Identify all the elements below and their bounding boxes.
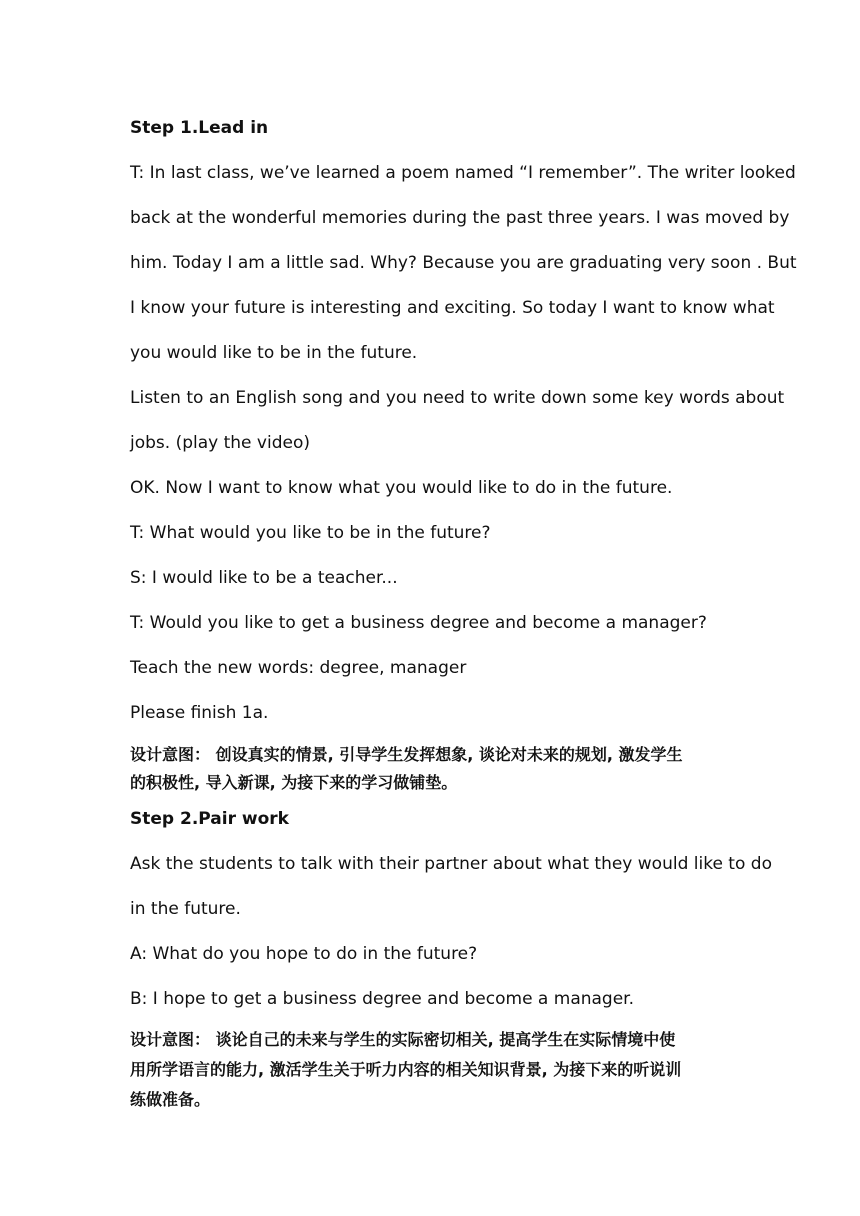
step1-design-intent-line1: 设计意图： 创设真实的情景, 引导学生发挥想象, 谈论对未来的规划, 激发学生 <box>130 745 683 764</box>
step1-line-student-answer: S: I would like to be a teacher... <box>130 568 398 588</box>
step2-design-intent-line2: 用所学语言的能力, 激活学生关于听力内容的相关知识背景, 为接下来的听说训 <box>130 1060 682 1079</box>
step2-line-b: B: I hope to get a business degree and become a manager. <box>130 989 635 1009</box>
step1-heading: Step 1.Lead in <box>130 118 269 138</box>
step1-line-teacher-followup: T: Would you like to get a business degree and become a manager? <box>130 613 707 633</box>
step1-line-finish-1a: Please finish 1a. <box>130 703 269 723</box>
step2-heading: Step 2.Pair work <box>130 809 289 829</box>
step1-para1-line3: him. Today I am a little sad. Why? Because you are graduating very soon . But <box>130 253 797 273</box>
step2-para1-line2: in the future. <box>130 899 241 919</box>
step1-line-ok: OK. Now I want to know what you would like to do in the future. <box>130 478 673 498</box>
step2-para1-line1: Ask the students to talk with their partner about what they would like to do <box>130 854 772 874</box>
step1-para1-line1: T: In last class, we’ve learned a poem named “I remember”. The writer looked <box>130 163 796 183</box>
step1-para2-line1: Listen to an English song and you need to write down some key words about <box>130 388 785 408</box>
step1-line-teacher-question: T: What would you like to be in the future? <box>130 523 491 543</box>
step2-design-intent-line1: 设计意图： 谈论自己的未来与学生的实际密切相关, 提高学生在实际情境中使 <box>130 1030 676 1049</box>
step1-para1-line4: I know your future is interesting and exciting. So today I want to know what <box>130 298 775 318</box>
step1-para1-line2: back at the wonderful memories during the past three years. I was moved by <box>130 208 790 228</box>
step1-para2-line2: jobs. (play the video) <box>130 433 310 453</box>
step1-para1-line5: you would like to be in the future. <box>130 343 418 363</box>
step1-line-new-words: Teach the new words: degree, manager <box>130 658 467 678</box>
step1-design-intent-line2: 的积极性, 导入新课, 为接下来的学习做铺垫。 <box>130 773 458 792</box>
step2-design-intent-line3: 练做准备。 <box>130 1090 211 1109</box>
step2-line-a: A: What do you hope to do in the future? <box>130 944 478 964</box>
